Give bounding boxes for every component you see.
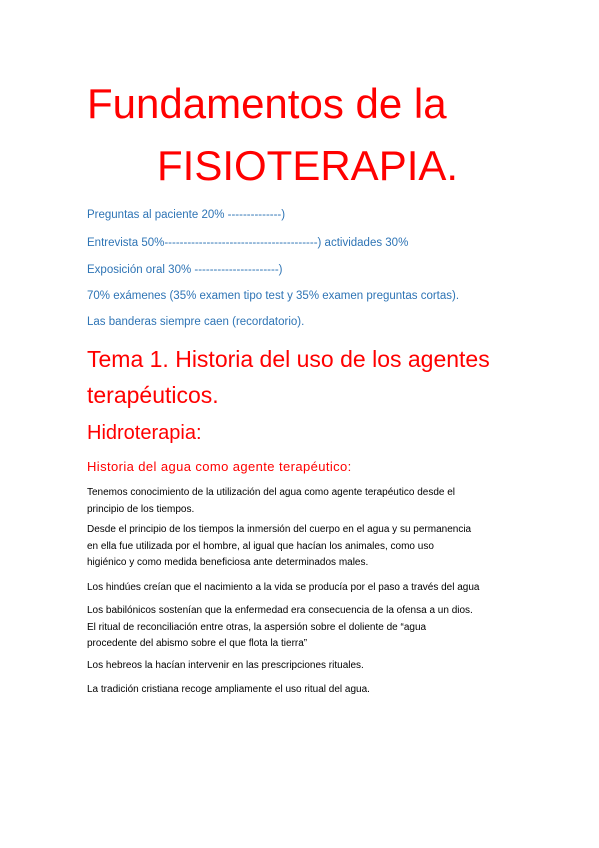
body-paragraph [87,522,471,572]
paragraph-line: La tradición cristiana recoge ampliamente el uso ritual del agua. [87,684,370,695]
grading-note: Entrevista 50%----------------------------------------) actividades 30% [87,237,409,249]
paragraph-line: procedente del abismo sobre el que flota la tierra” [87,638,308,649]
subsection-heading: Historia del agua como agente terapéutico: [87,459,352,474]
body-paragraph [87,485,455,518]
grading-note: 70% exámenes (35% examen tipo test y 35% examen preguntas cortas). [87,290,460,302]
paragraph-line: El ritual de reconciliación entre otras, la aspersión sobre el doliente de “agua [87,621,427,633]
paragraph-line: Los babilónicos sostenían que la enfermedad era consecuencia de la ofensa a un dios. [87,605,473,616]
topic-heading-line: Tema 1. Historia del uso de los agentes [87,346,490,372]
section-heading: Hidroterapia: [87,422,202,444]
title-line-2: FISIOTERAPIA. [157,142,459,189]
body-paragraph [87,658,364,675]
grading-note: Preguntas al paciente 20% --------------) [87,209,286,221]
grading-note: Las banderas siempre caen (recordatorio). [87,316,305,328]
title-line-1: Fundamentos de la [87,80,447,127]
body-paragraph [87,603,473,653]
paragraph-line: Desde el principio de los tiempos la inmersión del cuerpo en el agua y su permanencia [87,524,472,535]
paragraph-line: principio de los tiempos. [87,503,195,515]
paragraph-line: higiénico y como medida beneficiosa ante determinados males. [87,557,369,568]
paragraph-line: Tenemos conocimiento de la utilización del agua como agente terapéutico desde el [87,487,456,498]
topic-heading-line: terapéuticos. [87,382,219,408]
paragraph-line: Los hindúes creían que el nacimiento a la vida se producía por el paso a través del agua [87,582,480,593]
paragraph-line: Los hebreos la hacían intervenir en las prescripciones rituales. [87,660,364,671]
paragraph-line: en ella fue utilizada por el hombre, al igual que hacían los animales, como uso [87,540,434,552]
body-paragraph [87,682,370,699]
grading-note: Exposición oral 30% ----------------------) [87,264,283,276]
body-paragraph [87,580,479,597]
